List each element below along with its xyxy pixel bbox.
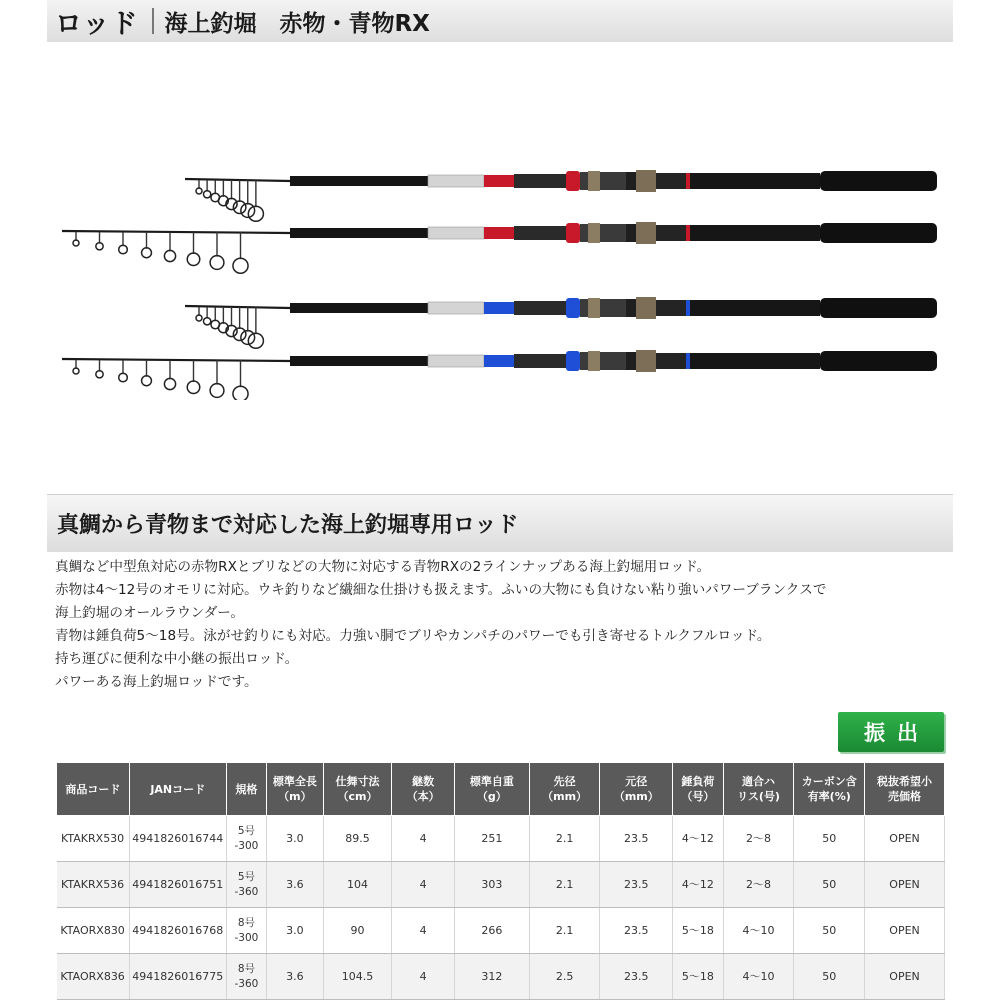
- table-cell: 2.1: [529, 908, 600, 954]
- table-cell: 4941826016751: [129, 862, 226, 908]
- rod-tip: [185, 179, 290, 181]
- table-cell: 50: [794, 908, 865, 954]
- rod-hood-2: [636, 222, 656, 244]
- column-header: 規格: [226, 763, 266, 816]
- rod-grip: [820, 171, 937, 191]
- table-cell: KTAORX830: [57, 908, 130, 954]
- table-cell: 50: [794, 816, 865, 862]
- rod-silver-band: [428, 355, 484, 367]
- rod-seat-tail: [656, 353, 686, 369]
- table-row: [57, 908, 945, 954]
- rod-silver-band: [428, 227, 484, 239]
- description: [55, 556, 950, 694]
- table-cell: 5～18: [673, 908, 724, 954]
- rod-guide-ring: [203, 318, 210, 325]
- telescopic-badge: 振出: [838, 712, 944, 752]
- section-heading: [47, 494, 953, 552]
- rod-carbon: [514, 301, 566, 315]
- rod-seat-gap: [626, 224, 636, 242]
- table-cell: 2.1: [529, 862, 600, 908]
- table-cell: 312: [454, 954, 529, 1000]
- column-header: 適合ハ リス(号): [723, 763, 794, 816]
- column-header: 標準全長 （m）: [267, 763, 324, 816]
- table-cell: OPEN: [865, 862, 945, 908]
- rod-grip: [820, 223, 937, 243]
- rod-guide-ring: [233, 258, 248, 273]
- rod-guide-ring: [119, 245, 128, 254]
- table-cell: 89.5: [323, 816, 392, 862]
- table-cell: 23.5: [600, 908, 673, 954]
- table-header-row: [57, 763, 945, 816]
- table-cell: KTAORX836: [57, 954, 130, 1000]
- rod-grip: [820, 351, 937, 371]
- rod-guide-ring: [248, 333, 263, 348]
- column-header: 先径 （mm）: [529, 763, 600, 816]
- table-row: [57, 954, 945, 1000]
- category-label: ロッド: [55, 8, 139, 40]
- page-header: [47, 0, 953, 42]
- rod-blank: [290, 356, 428, 366]
- table-cell: 23.5: [600, 954, 673, 1000]
- rod-butt: [690, 353, 820, 369]
- table-cell: 90: [323, 908, 392, 954]
- column-header: JANコード: [129, 763, 226, 816]
- table-cell: 8号 -360: [226, 954, 266, 1000]
- table-cell: OPEN: [865, 954, 945, 1000]
- product-title: 海上釣堀 赤物・青物RX: [164, 10, 430, 37]
- description-line: 真鯛など中型魚対応の赤物RXとブリなどの大物に対応する青物RXの2ラインナップある海上釣堀用ロッド。: [55, 559, 711, 575]
- rod-reel-seat: [580, 172, 626, 190]
- rod-guide-ring: [187, 253, 200, 266]
- table-cell: 50: [794, 862, 865, 908]
- rod-guide-ring: [203, 191, 210, 198]
- table-cell: 4～12: [673, 816, 724, 862]
- table-cell: 5～18: [673, 954, 724, 1000]
- table-cell: KTAKRX536: [57, 862, 130, 908]
- rod-grip: [820, 298, 937, 318]
- description-line: 青物は錘負荷5～18号。泳がせ釣りにも対応。力強い胴でブリやカンパチのパワーでも引き寄せるトルクフルロッド。: [55, 628, 771, 644]
- table-cell: 4: [392, 908, 455, 954]
- rod-accent-ring: [566, 351, 580, 371]
- rod-blank: [290, 228, 428, 238]
- column-header: 継数 （本）: [392, 763, 455, 816]
- rod-guide-ring: [210, 384, 224, 398]
- rod-seat-tail: [656, 300, 686, 316]
- rod-reel-seat: [580, 352, 626, 370]
- rod-hood-2: [636, 297, 656, 319]
- rod-hood-2: [636, 350, 656, 372]
- rod-carbon: [514, 226, 566, 240]
- rod-guide-ring: [142, 248, 152, 258]
- section-heading-text: 真鯛から青物まで対応した海上釣堀専用ロッド: [57, 513, 519, 538]
- rod-tip: [62, 359, 290, 361]
- table-cell: 2～8: [723, 816, 794, 862]
- table-cell: 4941826016775: [129, 954, 226, 1000]
- rod-guide-ring: [96, 371, 103, 378]
- rod-seat-gap: [626, 352, 636, 370]
- rod-accent-thin: [686, 353, 690, 369]
- table-cell: 5号 -300: [226, 816, 266, 862]
- table-cell: 303: [454, 862, 529, 908]
- rod-seat-gap: [626, 172, 636, 190]
- rod-guide-ring: [187, 381, 200, 394]
- rod-accent-band: [484, 227, 514, 239]
- rod-guide-ring: [233, 386, 248, 400]
- table-cell: 4～10: [723, 908, 794, 954]
- description-line: 赤物は4～12号のオモリに対応。ウキ釣りなど繊細な仕掛けも扱えます。ふいの大物にも負けない粘り強いパワーブランクスで: [55, 582, 827, 598]
- rod-blank: [290, 176, 428, 186]
- rod-guide-ring: [164, 250, 175, 261]
- table-cell: 3.0: [267, 908, 324, 954]
- rods-illustration: [47, 150, 953, 400]
- rod-guide-ring: [142, 376, 152, 386]
- rod-hood: [588, 351, 600, 371]
- table-cell: 104.5: [323, 954, 392, 1000]
- rod-blank: [290, 303, 428, 313]
- column-header: 仕舞寸法 （cm）: [323, 763, 392, 816]
- rod-carbon: [514, 354, 566, 368]
- rod-seat-tail: [656, 225, 686, 241]
- table-cell: 4941826016744: [129, 816, 226, 862]
- table-row: [57, 816, 945, 862]
- product-image-rods: [47, 150, 953, 400]
- column-header: 税抜希望小 売価格: [865, 763, 945, 816]
- rod-accent-ring: [566, 223, 580, 243]
- table-row: [57, 862, 945, 908]
- rod-guide-ring: [248, 206, 263, 221]
- rod-seat-tail: [656, 173, 686, 189]
- description-line: 持ち運びに便利な中小継の振出ロッド。: [55, 651, 299, 667]
- table-cell: 4～12: [673, 862, 724, 908]
- rod-tip: [185, 306, 290, 308]
- rod-guide-ring: [164, 378, 175, 389]
- table-cell: KTAKRX530: [57, 816, 130, 862]
- rod-accent-thin: [686, 300, 690, 316]
- description-line: パワーある海上釣堀ロッドです。: [55, 674, 258, 690]
- rod-accent-thin: [686, 225, 690, 241]
- column-header: 商品コード: [57, 763, 130, 816]
- rod-accent-ring: [566, 171, 580, 191]
- column-header: 錘負荷 （号）: [673, 763, 724, 816]
- rod-silver-band: [428, 175, 484, 187]
- table-cell: 50: [794, 954, 865, 1000]
- table-cell: 4: [392, 816, 455, 862]
- table-cell: 23.5: [600, 816, 673, 862]
- rod-accent-band: [484, 302, 514, 314]
- table-cell: 4: [392, 954, 455, 1000]
- column-header: 標準自重 （g）: [454, 763, 529, 816]
- column-header: カーボン含 有率(%): [794, 763, 865, 816]
- rod-silver-band: [428, 302, 484, 314]
- rod-guide-ring: [210, 256, 224, 270]
- table-cell: 266: [454, 908, 529, 954]
- column-header: 元径 （mm）: [600, 763, 673, 816]
- table-cell: 104: [323, 862, 392, 908]
- rod-hood: [588, 298, 600, 318]
- table-cell: 4～10: [723, 954, 794, 1000]
- rod-accent-band: [484, 175, 514, 187]
- table-cell: 251: [454, 816, 529, 862]
- table-cell: 23.5: [600, 862, 673, 908]
- table-cell: 4941826016768: [129, 908, 226, 954]
- description-line: 海上釣堀のオールラウンダー。: [55, 605, 244, 621]
- rod-butt: [690, 300, 820, 316]
- header-divider: [152, 8, 154, 34]
- spec-table: [56, 762, 945, 1000]
- rod-accent-thin: [686, 173, 690, 189]
- table-cell: 2～8: [723, 862, 794, 908]
- table-cell: OPEN: [865, 908, 945, 954]
- rod-butt: [690, 173, 820, 189]
- table-cell: 2.5: [529, 954, 600, 1000]
- rod-tip: [62, 231, 290, 233]
- table-cell: OPEN: [865, 816, 945, 862]
- rod-hood: [588, 171, 600, 191]
- table-cell: 8号 -300: [226, 908, 266, 954]
- rod-butt: [690, 225, 820, 241]
- rod-accent-band: [484, 355, 514, 367]
- rod-hood-2: [636, 170, 656, 192]
- table-cell: 3.6: [267, 954, 324, 1000]
- rod-seat-gap: [626, 299, 636, 317]
- rod-carbon: [514, 174, 566, 188]
- rod-guide-ring: [119, 373, 128, 382]
- rod-reel-seat: [580, 224, 626, 242]
- table-cell: 3.0: [267, 816, 324, 862]
- table-cell: 4: [392, 862, 455, 908]
- rod-hood: [588, 223, 600, 243]
- rod-reel-seat: [580, 299, 626, 317]
- table-cell: 5号 -360: [226, 862, 266, 908]
- rod-guide-ring: [96, 243, 103, 250]
- rod-accent-ring: [566, 298, 580, 318]
- table-cell: 2.1: [529, 816, 600, 862]
- table-cell: 3.6: [267, 862, 324, 908]
